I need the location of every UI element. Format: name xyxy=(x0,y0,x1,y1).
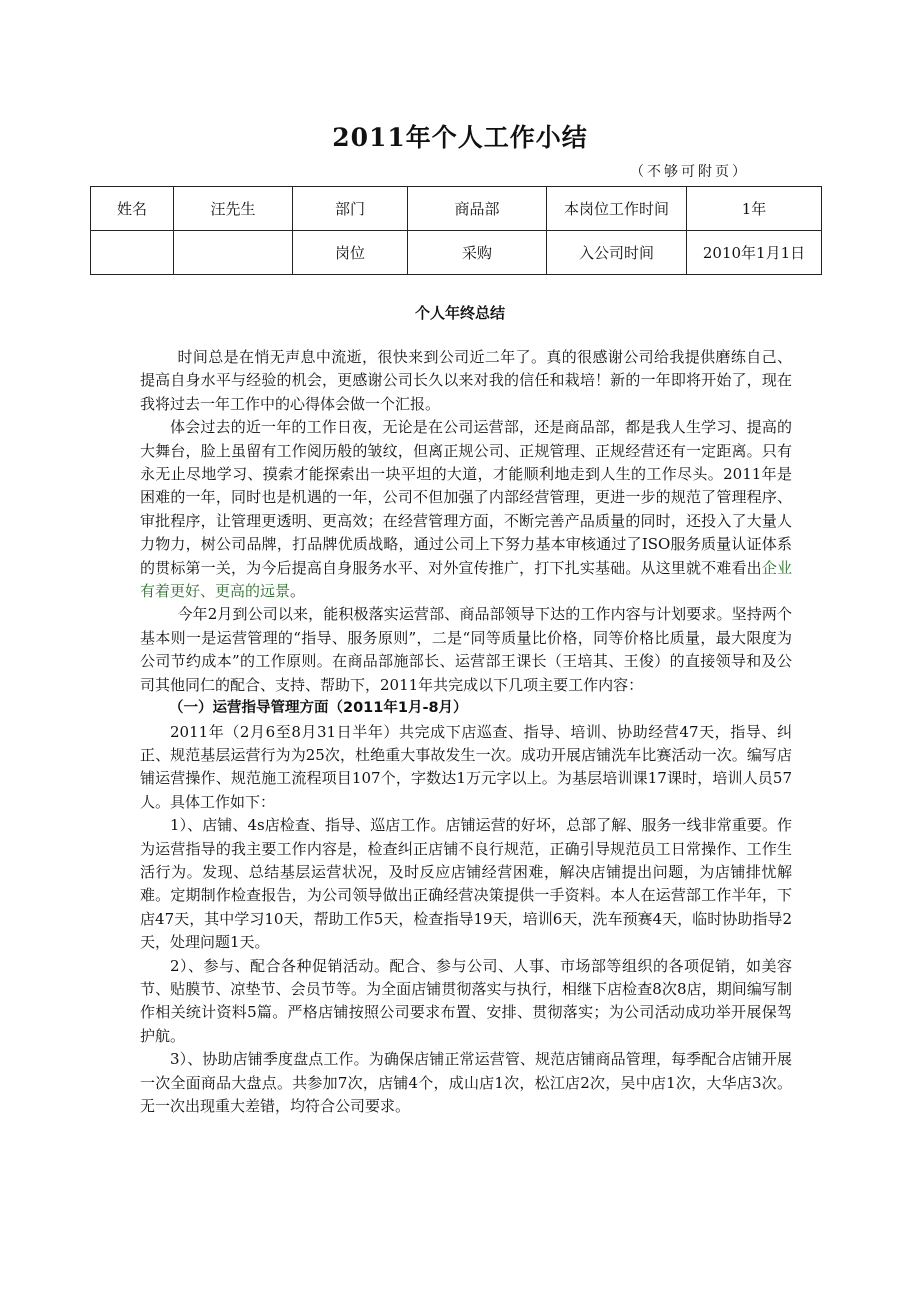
paragraph-inventory: 3）、协助店铺季度盘点工作。为确保店铺正常运营管、规范店铺商品管理，每季配合店铺开展一次全面商品大盘点。共参加7次，店铺4个，成山店1次，松江店2次，吴中店1次，大华店3次。无一次出现重大差错，均符合公司要求。 xyxy=(140,1050,792,1115)
department-value: 商品部 xyxy=(408,187,547,231)
paragraph-reflection-end: 。 xyxy=(290,582,306,601)
section-title: 个人年终总结 xyxy=(414,304,505,322)
empty-cell xyxy=(91,231,174,275)
join-date-value: 2010年1月1日 xyxy=(687,231,822,275)
info-table xyxy=(90,186,822,275)
empty-cell xyxy=(174,231,293,275)
paragraph-promotions: 2）、参与、配合各种促销活动。配合、参与公司、人事、市场部等组织的各项促销，如美容节、贴膜节、凉垫节、会员节等。为全面店铺贯彻落实与执行，相继下店检查8次8店，期间编写制作相关统计资料5篇。严格店铺按照公司要求布置、安排、贯彻落实；为公司活动成功举开展保驾护航。 xyxy=(140,956,792,1045)
paragraph-operations-overview: 2011年（2月6至8月31日半年）共完成下店巡查、指导、培训、协助经营47天，指导、纠正、规范基层运营行为为25次，杜绝重大事故发生一次。成功开展店铺洗车比赛活动一次。编写店铺运营操作、规范施工流程项目107个，字数达1万元字以上。为基层培训课17课时，培训人员57人。具体工作如下： xyxy=(140,722,792,811)
table-row xyxy=(91,231,822,275)
table-row xyxy=(91,187,822,231)
paragraph-work-principles: 今年2月到公司以来，能积极落实运营部、商品部领导下达的工作内容与计划要求。坚持两个基本则一是运营管理的“指导、服务原则”，二是“同等质量比价格，同等价格比质量，最大限度为公司节约成本”的工作原则。在商品部施部长、运营部王课长（王培其、王俊）的直接领导和及公司其他同仁的配合、支持、帮助下，2011年共完成以下几项主要工作内容： xyxy=(140,605,792,694)
paragraph-reflection-highlight: 企业有着更好、更高的远景 xyxy=(140,558,792,601)
tenure-value: 1年 xyxy=(687,187,822,231)
attachment-note: （不够可附页） xyxy=(630,164,749,180)
subsection-heading: （一）运营指导管理方面（2011年1月-8月） xyxy=(169,700,468,717)
position-label: 岗位 xyxy=(293,231,408,275)
paragraph-store-inspection: 1）、店铺、4s店检查、指导、巡店工作。店铺运营的好坏，总部了解、服务一线非常重要。作为运营指导的我主要工作内容是，检查纠正店铺不良行规范，正确引导规范员工日常操作、工作生活行为。发现、总结基层运营状况，及时反应店铺经营困难，解决店铺提出问题，为店铺排忧解难。定期制作检查报告，为公司领导做出正确经营决策提供一手资料。本人在运营部工作半年，下店47天，其中学习10天，帮助工作5天，检查指导19天，培训6天，洗车预赛4天，临时协助指导2天，处理问题1天。 xyxy=(140,816,792,952)
name-label: 姓名 xyxy=(91,187,174,231)
name-value: 汪先生 xyxy=(174,187,293,231)
join-date-label: 入公司时间 xyxy=(547,231,687,275)
tenure-label: 本岗位工作时间 xyxy=(547,187,687,231)
paragraph-intro: 时间总是在悄无声息中流逝，很快来到公司近二年了。真的很感谢公司给我提供磨练自己、提高自身水平与经验的机会，更感谢公司长久以来对我的信任和栽培！新的一年即将开始了，现在我将过去一年工作中的心得体会做一个汇报。 xyxy=(140,348,792,413)
position-value: 采购 xyxy=(408,231,547,275)
paragraph-reflection xyxy=(140,416,792,603)
department-label: 部门 xyxy=(293,187,408,231)
page-title: 2011年个人工作小结 xyxy=(332,123,588,152)
body-text xyxy=(140,346,792,1118)
paragraph-reflection-main: 体会过去的近一年的工作日夜，无论是在公司运营部，还是商品部，都是我人生学习、提高的大舞台，脸上虽留有工作阅历般的皱纹，但离正规公司、正规管理、正规经营还有一定距离。只有永无止尽地学习、摸索才能探索出一块平坦的大道，才能顺利地走到人生的工作尽头。2011年是困难的一年，同时也是机遇的一年，公司不但加强了内部经营管理，更进一步的规范了管理程序、审批程序，让管理更透明、更高效；在经营管理方面，不断完善产品质量的同时，还投入了大量人力物力，树公司品牌，打品牌优质战略，通过公司上下努力基本审核通过了ISO服务质量认证体系的贯标第一关，为今后提高自身服务水平、对外宣传推广，打下扎实基础。从这里就不难看出 xyxy=(140,418,792,577)
